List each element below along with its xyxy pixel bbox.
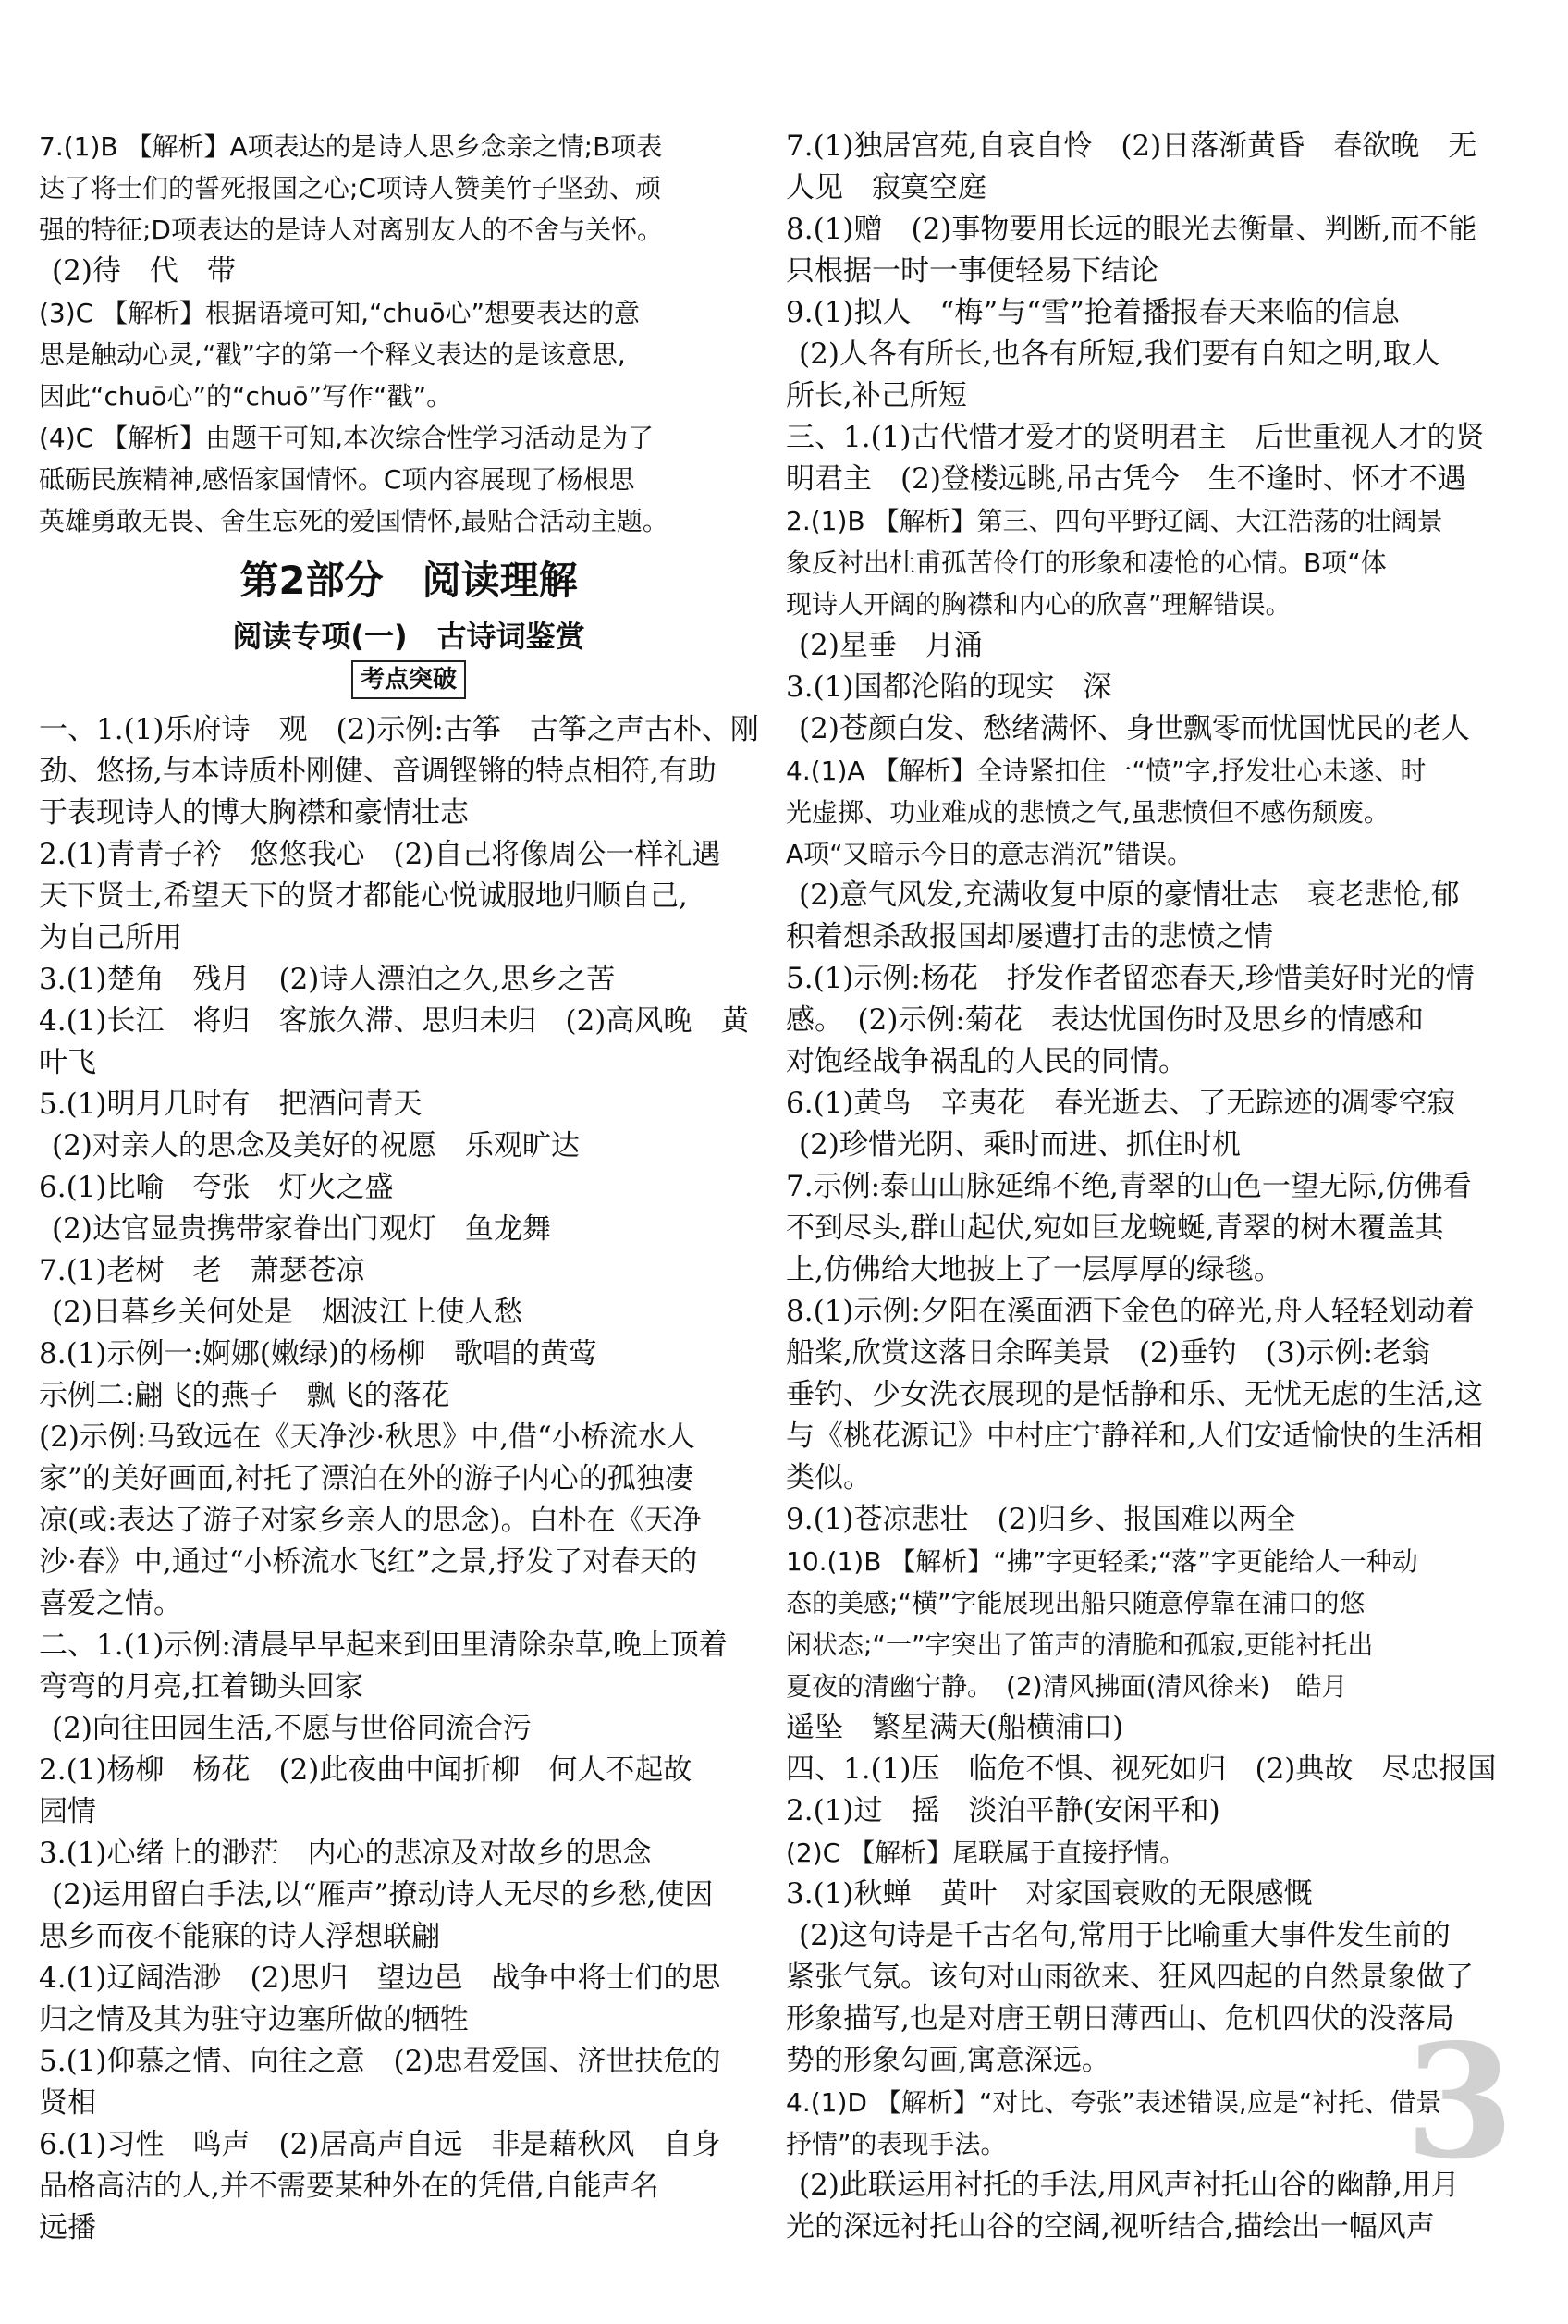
answer-line: 归之情及其为驻守边塞所做的牺牲 (39, 2003, 469, 2036)
answer-line: 思乡而夜不能寐的诗人浮想联翩 (39, 1920, 440, 1953)
answer-line: 劲、悠扬,与本诗质朴刚健、音调铿锵的特点相符,有助 (39, 755, 717, 788)
answer-line: (2)运用留白手法,以“雁声”撩动诗人无尽的乡愁,使因 (52, 1878, 714, 1912)
boxed-label: 考点突破 (351, 660, 466, 699)
answer-line: 垂钓、少女洗衣展现的是恬静和乐、无忧无虑的生活,这 (786, 1378, 1483, 1411)
answer-line: 人见 寂寞空庭 (786, 171, 986, 204)
page-number: 3 (1404, 2010, 1514, 2195)
answer-line: 10.(1)B 【解析】“拂”字更轻柔;“落”字更能给人一种动 (786, 1546, 1418, 1577)
answer-line: 形象描写,也是对唐王朝日薄西山、危机四伏的没落局 (786, 2002, 1454, 2035)
answer-line: 只根据一时一事便轻易下结论 (786, 254, 1158, 288)
answer-line: 7.(1)老树 老 萧瑟苍凉 (39, 1254, 365, 1287)
answer-line: 所长,补己所短 (786, 379, 967, 412)
answer-line: 抒情”的表现手法。 (786, 2129, 1007, 2159)
answer-line: 4.(1)A 【解析】全诗紧扣住一“愤”字,抒发壮心未遂、时 (786, 756, 1427, 786)
subsection-title: 阅读专项(一) 古诗词鉴赏 (232, 619, 585, 654)
answer-line: (2)待 代 带 (52, 254, 236, 288)
answer-line: 8.(1)赠 (2)事物要用长远的眼光去衡量、判断,而不能 (786, 213, 1477, 246)
answer-line: 上,仿佛给大地披上了一层厚厚的绿毯。 (786, 1253, 1282, 1286)
answer-line: 与《桃花源记》中村庄宁静祥和,人们安适愉快的生活相 (786, 1420, 1483, 1453)
answer-line: 3.(1)心绪上的渺茫 内心的悲凉及对故乡的思念 (39, 1837, 652, 1870)
answer-line: 8.(1)示例一:婀娜(嫩绿)的杨柳 歌唱的黄莺 (39, 1337, 598, 1371)
answer-line: 3.(1)楚角 残月 (2)诗人漂泊之久,思乡之苦 (39, 963, 616, 996)
answer-line: 强的特征;D项表达的是诗人对离别友人的不舍与关怀。 (39, 215, 663, 245)
answer-line: 天下贤士,希望天下的贤才都能心悦诚服地归顺自己, (39, 879, 688, 913)
answer-line: 三、1.(1)古代惜才爱才的贤明君主 后世重视人才的贤 (786, 421, 1485, 454)
answer-line: (2)这句诗是千古名句,常用于比喻重大事件发生前的 (799, 1919, 1451, 1952)
answer-line: 二、1.(1)示例:清晨早早起来到田里清除杂草,晚上顶着 (39, 1629, 728, 1662)
answer-line: 光的深远衬托山谷的空阔,视听结合,描绘出一幅风声 (786, 2210, 1435, 2244)
answer-line: (3)C 【解析】根据语境可知,“chuō心”想要表达的意 (39, 298, 641, 328)
answer-line: 示例二:翩飞的燕子 飘飞的落花 (39, 1379, 450, 1412)
answer-line: 8.(1)示例:夕阳在溪面洒下金色的碎光,舟人轻轻划动着 (786, 1295, 1475, 1328)
section-title: 第2部分 阅读理解 (239, 558, 578, 603)
answer-line: 4.(1)长江 将归 客旅久滞、思归未归 (2)高风晚 黄 (39, 1004, 750, 1038)
answer-line: 闲状态;“一”字突出了笛声的清脆和孤寂,更能衬托出 (786, 1629, 1374, 1660)
answer-line: (2)向往田园生活,不愿与世俗同流合污 (52, 1712, 532, 1745)
answer-line: 感。 (2)示例:菊花 表达忧国伤时及思乡的情感和 (786, 1003, 1424, 1037)
answer-line: 2.(1)过 摇 淡泊平静(安闲平和) (786, 1794, 1220, 1827)
answer-line: 于表现诗人的博大胸襟和豪情壮志 (39, 796, 469, 830)
answer-line: (2)示例:马致远在《天净沙·秋思》中,借“小桥流水人 (39, 1420, 695, 1454)
answer-line: (2)此联运用衬托的手法,用风声衬托山谷的幽静,用月 (799, 2169, 1460, 2202)
answer-line: 光虚掷、功业难成的悲愤之气,虽悲愤但不感伤颓废。 (786, 797, 1390, 828)
answer-line: 远播 (39, 2211, 96, 2244)
answer-line: 凉(或:表达了游子对家乡亲人的思念)。白朴在《天净 (39, 1504, 702, 1537)
answer-line: 象反衬出杜甫孤苦伶仃的形象和凄怆的心情。B项“体 (786, 547, 1387, 578)
answer-line: 为自己所用 (39, 921, 182, 954)
answer-line: 沙·春》中,通过“小桥流水飞红”之景,抒发了对春天的 (39, 1545, 698, 1579)
answer-line: 对饱经战争祸乱的人民的同情。 (786, 1045, 1187, 1078)
answer-line: 思是触动心灵,“戳”字的第一个释义表达的是该意思, (39, 339, 626, 370)
answer-line: 紧张气氛。该句对山雨欲来、狂风四起的自然景象做了 (786, 1961, 1474, 1994)
answer-line: 4.(1)辽阔浩渺 (2)思归 望边邑 战争中将士们的思 (39, 1961, 721, 1995)
answer-line: 园情 (39, 1795, 96, 1828)
answer-line: (2)意气风发,充满收复中原的豪情壮志 衰老悲怆,郁 (799, 879, 1460, 912)
answer-line: 2.(1)青青子衿 悠悠我心 (2)自己将像周公一样礼遇 (39, 838, 721, 871)
answer-line: 砥砺民族精神,感悟家国情怀。C项内容展现了杨根思 (39, 464, 635, 495)
answer-line: 喜爱之情。 (39, 1587, 182, 1620)
answer-line: 贤相 (39, 2086, 96, 2120)
answer-line: 6.(1)习性 鸣声 (2)居高声自远 非是藉秋风 自身 (39, 2128, 721, 2161)
answer-line: 家”的美好画面,衬托了漂泊在外的游子内心的孤独凄 (39, 1462, 693, 1495)
answer-line: 弯弯的月亮,扛着锄头回家 (39, 1670, 363, 1703)
answer-line: 7.(1)B 【解析】A项表达的是诗人思乡念亲之情;B项表 (39, 131, 663, 162)
answer-line: A项“又暗示今日的意志消沉”错误。 (786, 839, 1194, 869)
right-column (786, 126, 1525, 2248)
answer-line: 达了将士们的誓死报国之心;C项诗人赞美竹子坚劲、顽 (39, 173, 661, 203)
answer-line: 7.(1)独居宫苑,自哀自怜 (2)日落渐黄昏 春欲晚 无 (786, 129, 1477, 163)
answer-line: 5.(1)仰慕之情、向往之意 (2)忠君爱国、济世扶危的 (39, 2045, 721, 2078)
answer-line: (2)苍颜白发、愁绪满怀、身世飘零而忧国忧民的老人 (799, 712, 1470, 745)
answer-line: 2.(1)B 【解析】第三、四句平野辽阔、大江浩荡的壮阔景 (786, 506, 1443, 536)
answer-line: 类似。 (786, 1461, 872, 1494)
answer-line: (4)C 【解析】由题干可知,本次综合性学习活动是为了 (39, 423, 655, 453)
answer-line: (2)C 【解析】尾联属于直接抒情。 (786, 1838, 1186, 1868)
answer-line: 态的美感;“横”字能展现出船只随意停靠在浦口的悠 (786, 1588, 1366, 1618)
answer-line: 船桨,欣赏这落日余晖美景 (2)垂钓 (3)示例:老翁 (786, 1336, 1431, 1370)
answer-line: 9.(1)拟人 “梅”与“雪”抢着播报春天来临的信息 (786, 296, 1400, 329)
answer-line: (2)星垂 月涌 (799, 629, 983, 662)
answer-line: 英雄勇敢无畏、舍生忘死的爱国情怀,最贴合活动主题。 (39, 506, 668, 536)
answer-line: 3.(1)秋蝉 黄叶 对家国衰败的无限感慨 (786, 1877, 1313, 1911)
answer-line: 遥坠 繁星满天(船横浦口) (786, 1711, 1124, 1744)
answer-line: 5.(1)明月几时有 把酒问青天 (39, 1088, 423, 1121)
answer-line: (2)日暮乡关何处是 烟波江上使人愁 (52, 1296, 522, 1329)
answer-line: 不到尽头,群山起伏,宛如巨龙蜿蜒,青翠的树木覆盖其 (786, 1211, 1444, 1245)
answer-line: 因此“chuō心”的“chuō”写作“戳”。 (39, 381, 453, 412)
answer-line: 4.(1)D 【解析】“对比、夸张”表述错误,应是“衬托、借景 (786, 2087, 1442, 2118)
answer-line: 夏夜的清幽宁静。 (2)清风拂面(清风徐来) 皓月 (786, 1671, 1348, 1702)
answer-line: 明君主 (2)登楼远眺,吊古凭今 生不逢时、怀才不遇 (786, 462, 1466, 496)
answer-line: 现诗人开阔的胸襟和内心的欣喜”理解错误。 (786, 589, 1292, 620)
answer-line: 6.(1)黄鸟 辛夷花 春光逝去、了无踪迹的凋零空寂 (786, 1087, 1456, 1120)
answer-line: 3.(1)国都沦陷的现实 深 (786, 670, 1112, 704)
answer-line: 7.示例:泰山山脉延绵不绝,青翠的山色一望无际,仿佛看 (786, 1170, 1472, 1203)
answer-line: 四、1.(1)压 临危不惧、视死如归 (2)典故 尽忠报国 (786, 1752, 1497, 1786)
answer-line: (2)珍惜光阴、乘时而进、抓住时机 (799, 1128, 1241, 1162)
answer-line: (2)对亲人的思念及美好的祝愿 乐观旷达 (52, 1129, 580, 1162)
boxed-label-wrap (39, 660, 778, 704)
answer-line: 势的形象勾画,寓意深远。 (786, 2044, 1110, 2077)
answer-line: 叶飞 (39, 1046, 96, 1079)
left-column (39, 126, 778, 2249)
answer-line: 5.(1)示例:杨花 抒发作者留恋春天,珍惜美好时光的情 (786, 962, 1475, 995)
answer-line: 积着想杀敌报国却屡遭打击的悲愤之情 (786, 920, 1273, 953)
answer-line: 一、1.(1)乐府诗 观 (2)示例:古筝 古筝之声古朴、刚 (39, 713, 759, 746)
answer-line: 9.(1)苍凉悲壮 (2)归乡、报国难以两全 (786, 1503, 1296, 1536)
answer-line: 2.(1)杨柳 杨花 (2)此夜曲中闻折柳 何人不起故 (39, 1753, 692, 1787)
answer-line: (2)人各有所长,也各有所短,我们要有自知之明,取人 (799, 338, 1440, 371)
answer-line: 品格高洁的人,并不需要某种外在的凭借,自能声名 (39, 2170, 659, 2203)
answer-line: (2)达官显贵携带家眷出门观灯 鱼龙舞 (52, 1212, 551, 1246)
answer-line: 6.(1)比喻 夸张 灯火之盛 (39, 1171, 394, 1204)
